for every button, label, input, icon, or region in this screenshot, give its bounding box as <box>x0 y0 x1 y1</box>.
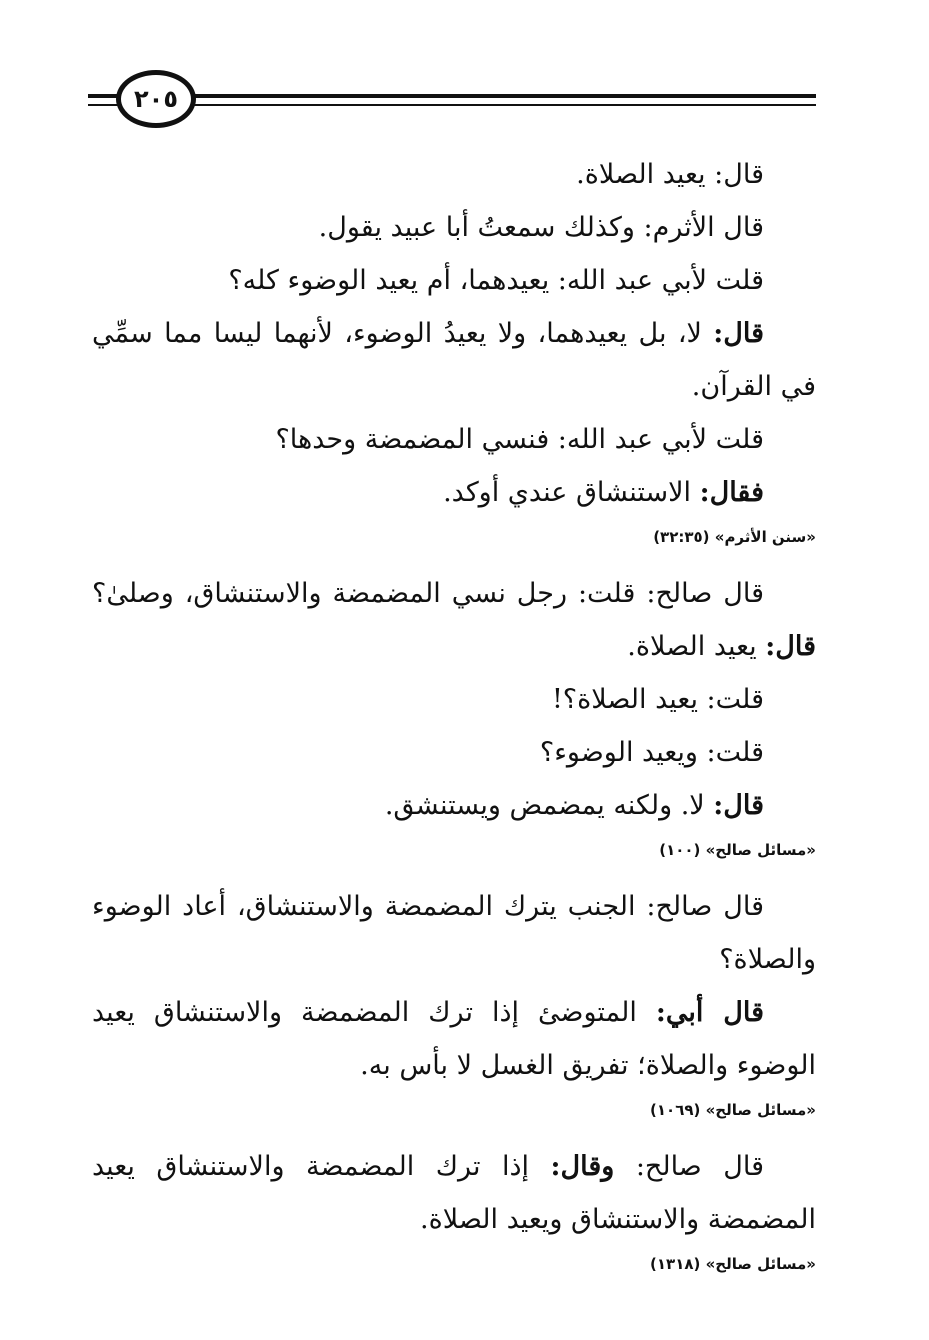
paragraph: قال صالح: الجنب يترك المضمضة والاستنشاق، أعاد الوضوء والصلاة؟ <box>92 891 816 975</box>
page-body <box>92 148 816 1294</box>
citation: «مسائل صالح» (١٠٦٩) <box>650 1101 816 1119</box>
paragraph: قال: يعيد الصلاة. <box>576 159 764 190</box>
header-rule-thick <box>88 94 816 98</box>
citation: «سنن الأثرم» (٣٢:٣٥) <box>653 528 816 546</box>
paragraph: قال: لا، بل يعيدهما، ولا يعيدُ الوضوء، لأنهما ليسا مما سمِّي في القرآن. <box>92 318 816 402</box>
page-header <box>88 70 816 132</box>
citation: «مسائل صالح» (١٣١٨) <box>650 1255 816 1273</box>
paragraph: قال صالح: وقال: إذا ترك المضمضة والاستنشاق يعيد المضمضة والاستنشاق ويعيد الصلاة. <box>92 1151 816 1235</box>
paragraph: قلت لأبي عبد الله: فنسي المضمضة وحدها؟ <box>275 424 764 455</box>
paragraph: قال أبي: المتوضئ إذا ترك المضمضة والاستنشاق يعيد الوضوء والصلاة؛ تفريق الغسل لا بأس به. <box>92 997 816 1081</box>
paragraph: قال الأثرم: وكذلك سمعتُ أبا عبيد يقول. <box>318 212 764 243</box>
paragraph: قال: لا. ولكنه يمضمض ويستنشق. <box>384 790 764 821</box>
paragraph: قلت لأبي عبد الله: يعيدهما، أم يعيد الوضوء كله؟ <box>228 265 764 296</box>
paragraph: فقال: الاستنشاق عندي أوكد. <box>443 477 764 508</box>
header-rule-thin <box>88 104 816 106</box>
paragraph: قال صالح: قلت: رجل نسي المضمضة والاستنشاق، وصلىٰ؟ قال: يعيد الصلاة. <box>92 578 816 662</box>
citation: «مسائل صالح» (١٠٠) <box>659 841 816 859</box>
paragraph: قلت: يعيد الصلاة؟! <box>551 684 764 715</box>
page-number: ٢٠٥ <box>116 70 196 128</box>
paragraph: قلت: ويعيد الوضوء؟ <box>539 737 764 768</box>
